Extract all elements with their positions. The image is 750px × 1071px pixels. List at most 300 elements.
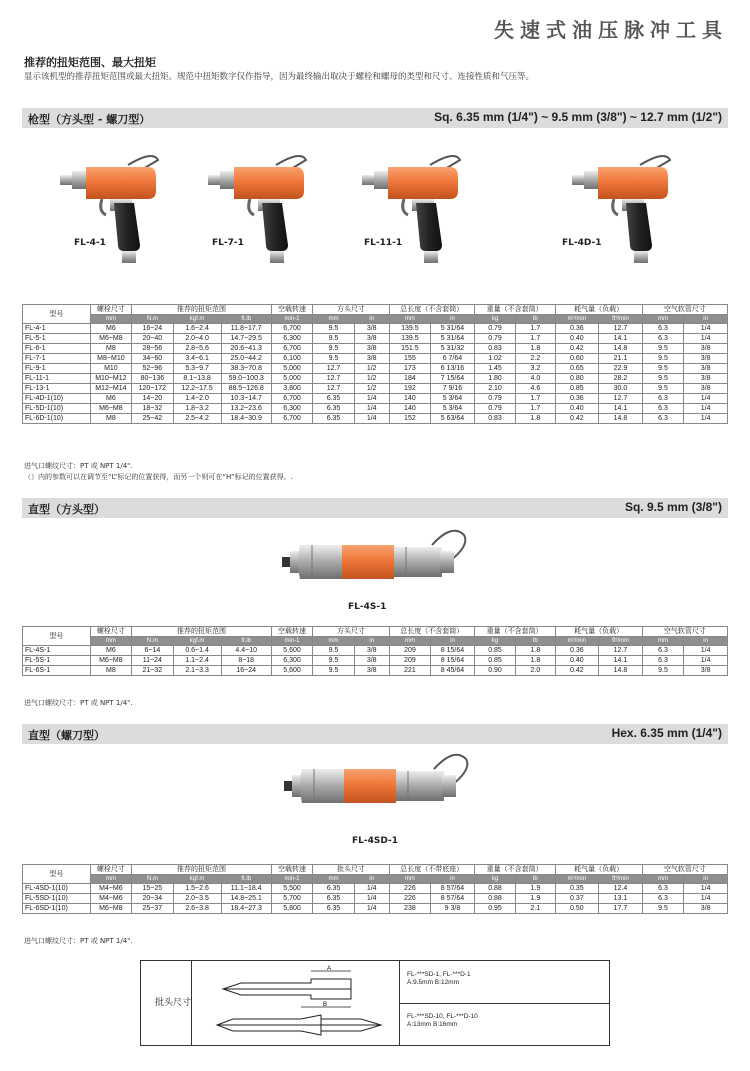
table-cell: 1/4 — [354, 394, 389, 404]
table-unit: N.m — [132, 315, 173, 324]
table-unit: min-1 — [271, 637, 312, 646]
table-row — [23, 404, 728, 414]
table-cell: 12.7 — [313, 384, 354, 394]
table-unit: in — [354, 637, 389, 646]
table-cell: 1.8 — [516, 414, 555, 424]
page-title: 失速式油压脉冲工具 — [494, 18, 728, 42]
table-cell: 14.1 — [599, 656, 643, 666]
table-cell: 20~40 — [132, 334, 173, 344]
table-cell: 226 — [389, 894, 430, 904]
table-cell: 0.36 — [555, 394, 599, 404]
table-cell: 9.5 — [313, 666, 354, 676]
table-header: 空气软管尺寸 — [642, 627, 727, 637]
table-cell: 8 57/64 — [431, 894, 475, 904]
table-cell: 6.35 — [313, 904, 354, 914]
table-unit: lb — [516, 637, 555, 646]
spec-table-straight-screw — [22, 864, 728, 914]
tool-image-fl-7-1 — [206, 140, 326, 270]
table-cell: 8~18 — [221, 656, 271, 666]
table-cell: 5,600 — [271, 646, 312, 656]
table-cell: 1/4 — [354, 904, 389, 914]
table-cell: 14.8~25.1 — [221, 894, 271, 904]
table-cell: 6,300 — [271, 404, 312, 414]
table-cell: 3/8 — [354, 334, 389, 344]
table-cell: 34~60 — [132, 354, 173, 364]
table-cell: 5 31/32 — [431, 344, 475, 354]
table-unit: mm — [90, 637, 131, 646]
table-cell: 5,000 — [271, 374, 312, 384]
table-row — [23, 354, 728, 364]
note-inlet: 进气口螺纹尺寸：PT 或 NPT 1/4". — [24, 699, 133, 707]
table-cell: 1/4 — [684, 404, 728, 414]
table-cell: 14.1 — [599, 404, 643, 414]
table-cell: M6~M8 — [90, 404, 131, 414]
table-cell: 20.6~41.3 — [221, 344, 271, 354]
table-cell: 25~42 — [132, 414, 173, 424]
table-row — [23, 324, 728, 334]
table-cell: 3.2 — [516, 364, 555, 374]
table-cell: 0.83 — [474, 414, 515, 424]
table-cell: 6 13/16 — [431, 364, 475, 374]
table-cell: 5 3/64 — [431, 404, 475, 414]
table-header: 总长度（不含套筒） — [389, 627, 474, 637]
table-cell: 1.4~2.0 — [173, 394, 221, 404]
table-cell: 4.0 — [516, 374, 555, 384]
table-cell: 6.3 — [642, 324, 683, 334]
table-header: 空载转速 — [271, 627, 312, 637]
table-cell: 6~14 — [132, 646, 173, 656]
table-cell: 1/4 — [684, 414, 728, 424]
table-cell: 3/8 — [354, 666, 389, 676]
table-cell: 6,300 — [271, 656, 312, 666]
table-unit: in — [684, 875, 728, 884]
intro-description: 显示该机型的推荐扭矩范围或最大扭矩。规范中扭矩数字仅作指导，因为最终输出取决于螺栓和螺母的类型和尺寸、连接性质和气压等。 — [24, 72, 535, 82]
table-row — [23, 666, 728, 676]
table-cell: 0.85 — [555, 384, 599, 394]
table-unit: kgf.m — [173, 637, 221, 646]
table-cell: 0.40 — [555, 404, 599, 414]
section-pistol-bar — [22, 108, 728, 128]
note-adjust: （）内的参数可以在调节至“L”标记的位置获得，而另一个则可在“H”标记的位置获得。. — [24, 473, 293, 481]
table-cell: M6 — [90, 394, 131, 404]
table-header: 批头尺寸 — [313, 865, 389, 875]
model-cell: FL-6D-1(10) — [23, 414, 91, 424]
table-cell: 9.5 — [313, 334, 354, 344]
table-cell: 0.40 — [555, 334, 599, 344]
note-inlet: 进气口螺纹尺寸：PT 或 NPT 1/4". — [24, 462, 133, 470]
table-cell: 2.10 — [474, 384, 515, 394]
spec-table-pistol — [22, 304, 728, 424]
table-cell: 5.3~9.7 — [173, 364, 221, 374]
table-cell: 6,700 — [271, 324, 312, 334]
table-header: 螺栓尺寸 — [90, 865, 131, 875]
table-cell: 9.5 — [642, 384, 683, 394]
table-cell: 22.9 — [599, 364, 643, 374]
table-cell: 0.79 — [474, 394, 515, 404]
section-straight-square-bar — [22, 498, 728, 518]
table-unit: m³/min — [555, 315, 599, 324]
table-cell: 3/8 — [354, 344, 389, 354]
table-cell: 9.5 — [313, 344, 354, 354]
table-unit: mm — [642, 315, 683, 324]
table-cell: 1.8 — [516, 344, 555, 354]
table-cell: 1.7 — [516, 394, 555, 404]
table-cell: 9.5 — [642, 666, 683, 676]
table-cell: 3,800 — [271, 384, 312, 394]
table-cell: 6.3 — [642, 656, 683, 666]
model-cell: FL-4-1 — [23, 324, 91, 334]
table-unit: mm — [313, 315, 354, 324]
intro-title: 推荐的扭矩范围、最大扭矩 — [24, 56, 156, 69]
table-cell: M10~M12 — [90, 374, 131, 384]
table-cell: 6.3 — [642, 646, 683, 656]
table-header: 推荐的扭矩范围 — [132, 305, 272, 315]
table-cell: 0.88 — [474, 894, 515, 904]
table-cell: 9.5 — [313, 324, 354, 334]
table-header: 螺栓尺寸 — [90, 627, 131, 637]
table-header: 推荐的扭矩范围 — [132, 627, 272, 637]
table-cell: 25.0~44.2 — [221, 354, 271, 364]
table-cell: 28.2 — [599, 374, 643, 384]
table-cell: 1.8 — [516, 656, 555, 666]
tool-image-fl-4d-1 — [570, 140, 690, 270]
table-unit: m³/min — [555, 875, 599, 884]
table-header: 推荐的扭矩范围 — [132, 865, 272, 875]
table-cell: 17.7 — [599, 904, 643, 914]
table-cell: 6.3 — [642, 394, 683, 404]
table-cell: 173 — [389, 364, 430, 374]
bit-size-label: 批头尺寸 — [155, 998, 192, 1008]
table-cell: 9 3/8 — [431, 904, 475, 914]
table-cell: 8.1~13.8 — [173, 374, 221, 384]
table-cell: 0.83 — [474, 344, 515, 354]
table-cell: 80~136 — [132, 374, 173, 384]
table-row — [23, 656, 728, 666]
table-cell: 3/8 — [354, 646, 389, 656]
table-unit: min-1 — [271, 875, 312, 884]
table-cell: 5,700 — [271, 894, 312, 904]
table-cell: 0.65 — [555, 364, 599, 374]
table-cell: 151.5 — [389, 344, 430, 354]
table-cell: 14~20 — [132, 394, 173, 404]
table-cell: 0.6~1.4 — [173, 646, 221, 656]
table-cell: 1/4 — [684, 394, 728, 404]
table-cell: 0.35 — [555, 884, 599, 894]
table-cell: 3/8 — [684, 344, 728, 354]
table-cell: 9.5 — [642, 344, 683, 354]
table-header: 空载转速 — [271, 305, 312, 315]
table-cell: 6.35 — [313, 404, 354, 414]
table-cell: 155 — [389, 354, 430, 364]
table-header: 重量（不含套筒） — [474, 305, 555, 315]
model-cell: FL-4D-1(10) — [23, 394, 91, 404]
table-header: 耗气量（负载） — [555, 305, 642, 315]
table-cell: 18.4~30.9 — [221, 414, 271, 424]
table-cell: 184 — [389, 374, 430, 384]
table-cell: 14.8 — [599, 414, 643, 424]
table-cell: 10.3~14.7 — [221, 394, 271, 404]
table-cell: 1.8~3.2 — [173, 404, 221, 414]
table-row — [23, 394, 728, 404]
table-cell: 5,500 — [271, 884, 312, 894]
table-cell: 8 15/64 — [431, 646, 475, 656]
table-cell: 5 3/64 — [431, 394, 475, 404]
table-unit: in — [431, 875, 475, 884]
table-row — [23, 344, 728, 354]
table-cell: 5 63/64 — [431, 414, 475, 424]
table-cell: 9.5 — [313, 646, 354, 656]
table-cell: 0.60 — [555, 354, 599, 364]
table-cell: 3/8 — [684, 354, 728, 364]
table-cell: 4.4~10 — [221, 646, 271, 656]
table-cell: 6.3 — [642, 404, 683, 414]
section-straight-screw-bar — [22, 724, 728, 744]
table-cell: 21.1 — [599, 354, 643, 364]
table-row — [23, 364, 728, 374]
tool-label: FL-4S-1 — [348, 602, 387, 612]
spec-table-straight-square — [22, 626, 728, 676]
model-cell: FL-9-1 — [23, 364, 91, 374]
table-cell: 1/2 — [354, 364, 389, 374]
model-cell: FL-4SD-1(10) — [23, 884, 91, 894]
table-cell: 12.7 — [599, 324, 643, 334]
table-cell: 0.36 — [555, 646, 599, 656]
section-straight-square-spec: Sq. 9.5 mm (3/8") — [624, 500, 722, 514]
table-cell: M8 — [90, 344, 131, 354]
table-unit: ft.lb — [221, 875, 271, 884]
table-cell: 1/4 — [684, 894, 728, 904]
model-cell: FL-6S-1 — [23, 666, 91, 676]
dim-b-label: B — [323, 1002, 328, 1008]
table-unit: N.m — [132, 875, 173, 884]
table-cell: 8 57/64 — [431, 884, 475, 894]
table-cell: 0.36 — [555, 324, 599, 334]
table-cell: 3.4~6.1 — [173, 354, 221, 364]
table-row — [23, 414, 728, 424]
table-cell: 6.3 — [642, 884, 683, 894]
table-cell: 1.7 — [516, 334, 555, 344]
table-cell: 139.5 — [389, 324, 430, 334]
model-cell: FL-13-1 — [23, 384, 91, 394]
table-cell: 3/8 — [684, 666, 728, 676]
bit-bottom-line1: FL-***SD-10, FL-***D-10 — [407, 1013, 478, 1020]
table-row — [23, 334, 728, 344]
bit-size-box — [140, 960, 610, 1046]
table-cell: 1/2 — [354, 374, 389, 384]
model-cell: FL-6-1 — [23, 344, 91, 354]
dim-a-label: A — [327, 966, 332, 972]
table-unit: mm — [90, 875, 131, 884]
table-cell: 6.35 — [313, 894, 354, 904]
table-cell: 0.40 — [555, 656, 599, 666]
table-cell: 192 — [389, 384, 430, 394]
table-cell: 3/8 — [684, 384, 728, 394]
table-cell: 2.1~3.3 — [173, 666, 221, 676]
table-unit: ft³/min — [599, 315, 643, 324]
table-cell: 18.4~27.3 — [221, 904, 271, 914]
table-header: 方头尺寸 — [313, 627, 389, 637]
table-row — [23, 384, 728, 394]
table-cell: M6 — [90, 646, 131, 656]
table-cell: 6.3 — [642, 334, 683, 344]
table-cell: 3/8 — [354, 656, 389, 666]
table-cell: 16~24 — [221, 666, 271, 676]
table-cell: 7 15/64 — [431, 374, 475, 384]
table-cell: M4~M6 — [90, 884, 131, 894]
table-header: 螺栓尺寸 — [90, 305, 131, 315]
table-cell: 1.02 — [474, 354, 515, 364]
table-cell: M6~M8 — [90, 334, 131, 344]
table-cell: 6,100 — [271, 354, 312, 364]
table-cell: 0.42 — [555, 344, 599, 354]
table-cell: 20~34 — [132, 894, 173, 904]
table-cell: 11~24 — [132, 656, 173, 666]
bit-diagram — [211, 965, 391, 1041]
table-cell: 14.8 — [599, 344, 643, 354]
table-cell: 1/4 — [684, 324, 728, 334]
table-cell: 1/2 — [354, 384, 389, 394]
table-cell: 14.1 — [599, 334, 643, 344]
table-unit: kgf.m — [173, 875, 221, 884]
table-cell: 2.5~4.2 — [173, 414, 221, 424]
table-cell: 1/4 — [354, 404, 389, 414]
table-row — [23, 884, 728, 894]
table-cell: 0.79 — [474, 324, 515, 334]
table-row — [23, 894, 728, 904]
table-cell: 25~37 — [132, 904, 173, 914]
table-cell: M6 — [90, 324, 131, 334]
table-cell: M6~M8 — [90, 656, 131, 666]
section-pistol-title: 枪型（方头型 - 螺刀型） — [28, 113, 151, 126]
table-cell: 6,300 — [271, 334, 312, 344]
table-cell: 1/4 — [684, 884, 728, 894]
table-cell: M10 — [90, 364, 131, 374]
table-cell: 12.4 — [599, 884, 643, 894]
table-unit: N.m — [132, 637, 173, 646]
table-cell: 1.80 — [474, 374, 515, 384]
table-cell: M8 — [90, 414, 131, 424]
table-cell: 13.1 — [599, 894, 643, 904]
table-row — [23, 646, 728, 656]
table-unit: mm — [313, 637, 354, 646]
tool-label: FL-4-1 — [74, 238, 106, 248]
table-cell: 1/4 — [354, 894, 389, 904]
table-cell: 1.6~2.4 — [173, 324, 221, 334]
table-cell: 2.6~3.8 — [173, 904, 221, 914]
table-cell: 221 — [389, 666, 430, 676]
table-cell: 0.79 — [474, 404, 515, 414]
table-unit: in — [684, 315, 728, 324]
table-unit: in — [354, 875, 389, 884]
tool-image-fl-4-1 — [58, 140, 178, 270]
table-cell: 11.1~18.4 — [221, 884, 271, 894]
table-unit: lb — [516, 875, 555, 884]
table-cell: 139.5 — [389, 334, 430, 344]
table-cell: 3/8 — [354, 354, 389, 364]
model-cell: FL-5S-1 — [23, 656, 91, 666]
table-cell: 2.8~5.6 — [173, 344, 221, 354]
table-cell: 5,600 — [271, 666, 312, 676]
table-cell: 2.2 — [516, 354, 555, 364]
table-cell: 18~32 — [132, 404, 173, 414]
table-cell: 8 15/64 — [431, 656, 475, 666]
table-cell: 3/8 — [684, 374, 728, 384]
table-cell: 1/4 — [354, 414, 389, 424]
table-cell: 16~24 — [132, 324, 173, 334]
table-unit: kgf.m — [173, 315, 221, 324]
table-cell: 6.35 — [313, 394, 354, 404]
table-header: 耗气量（负载） — [555, 865, 642, 875]
table-cell: 5 31/64 — [431, 324, 475, 334]
table-cell: 226 — [389, 884, 430, 894]
table-cell: 15~25 — [132, 884, 173, 894]
table-cell: 1.1~2.4 — [173, 656, 221, 666]
table-cell: 12.7 — [313, 374, 354, 384]
table-cell: 5 31/64 — [431, 334, 475, 344]
section-straight-screw-spec: Hex. 6.35 mm (1/4") — [611, 726, 722, 740]
bit-top-line2: A:9.5mm B:12mm — [407, 979, 460, 986]
table-cell: 1.9 — [516, 884, 555, 894]
table-cell: 12.7 — [599, 646, 643, 656]
table-header: 总长度（不带底座） — [389, 865, 474, 875]
table-cell: 152 — [389, 414, 430, 424]
table-cell: 9.5 — [642, 354, 683, 364]
table-unit: mm — [389, 875, 430, 884]
table-cell: 0.85 — [474, 646, 515, 656]
table-cell: 6,700 — [271, 394, 312, 404]
model-cell: FL-5-1 — [23, 334, 91, 344]
table-unit: m³/min — [555, 637, 599, 646]
table-cell: 13.2~23.6 — [221, 404, 271, 414]
table-cell: 28~56 — [132, 344, 173, 354]
table-cell: 6.35 — [313, 414, 354, 424]
table-unit: min-1 — [271, 315, 312, 324]
table-header: 型号 — [23, 865, 91, 884]
table-unit: mm — [642, 637, 683, 646]
table-unit: kg — [474, 315, 515, 324]
table-cell: 1.8 — [516, 646, 555, 656]
table-unit: ft³/min — [599, 637, 643, 646]
table-cell: 9.5 — [642, 364, 683, 374]
table-cell: 0.79 — [474, 334, 515, 344]
table-cell: 3/8 — [684, 904, 728, 914]
table-cell: 0.42 — [555, 414, 599, 424]
table-cell: M8 — [90, 666, 131, 676]
table-cell: 0.42 — [555, 666, 599, 676]
table-unit: mm — [389, 637, 430, 646]
bit-top-line1: FL-***SD-1, FL-***D-1 — [407, 971, 471, 978]
table-cell: 5,000 — [271, 364, 312, 374]
tool-label: FL-4D-1 — [562, 238, 602, 248]
table-cell: 6,700 — [271, 414, 312, 424]
table-cell: 9.5 — [642, 904, 683, 914]
table-unit: mm — [313, 875, 354, 884]
model-cell: FL-4S-1 — [23, 646, 91, 656]
table-unit: in — [431, 637, 475, 646]
table-unit: mm — [642, 875, 683, 884]
table-cell: 0.90 — [474, 666, 515, 676]
table-cell: 2.0~3.5 — [173, 894, 221, 904]
table-cell: 9.5 — [642, 374, 683, 384]
table-header: 空气软管尺寸 — [642, 305, 727, 315]
table-cell: 140 — [389, 404, 430, 414]
tool-image-fl-4sd-1 — [284, 752, 484, 818]
table-cell: 38.3~70.8 — [221, 364, 271, 374]
table-cell: 1.9 — [516, 894, 555, 904]
table-cell: 12.7 — [599, 394, 643, 404]
table-cell: 0.37 — [555, 894, 599, 904]
table-cell: 3/8 — [354, 324, 389, 334]
